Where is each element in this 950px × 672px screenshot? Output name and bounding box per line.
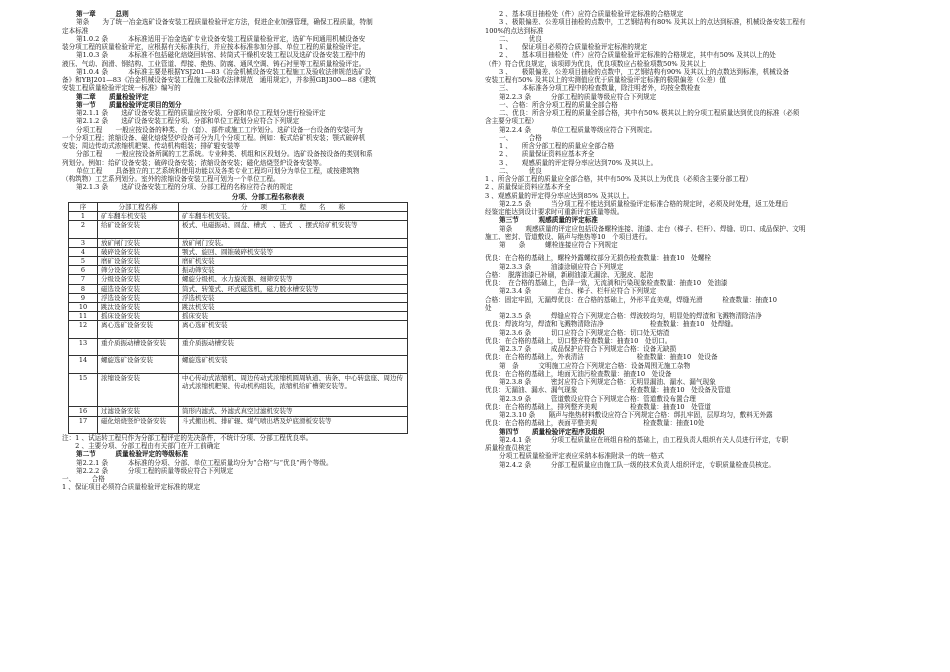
text-line: 1 、 所含分部工程的质量应全部合格 [499,142,615,150]
table-header-cell: 分部工程名称 [98,202,179,211]
text-line: 第 条 文明施工应符合下列规定合格：设备周围无施工杂物 [499,361,691,370]
table-cell: 颚式、旋回、圆锥破碎机安装等 [179,247,408,256]
table-cell: 6 [69,266,98,275]
text-line: 安装工程质量检验评定统一标准》编写的 [62,84,181,93]
right-column [485,10,890,469]
text-line: 第2.3.6 条 切口应符合下列规定合格：切口处无熔渣 [499,328,670,337]
text-line: （构筑物）工艺系列划分。室外的浓缩设备安装工程可划为一个单位工程。 [62,175,280,183]
text-line: 第2.3.5 条 焊缝应符合下列规定合格：焊波较均匀，明显处的焊渣和飞溅物清除洁净 [499,312,762,320]
text-line: 第条 为了统一冶金选矿设备安装工程质量检验评定方法，促进企业加强管理，确保工程质量，特制 [76,18,373,27]
text-line: 第2.2.1 条 本标准的分项、分部、单位工程质量均分为“合格”与“优良”两个等级。 [76,458,333,467]
text-line: 优良：在合格的基础上，螺栓外露螺纹部分无损伤检查数量：抽查10 处螺栓 [485,254,711,263]
text-line: 第2.4.1 条 分项工程质量应在班组自检的基础上，由工程负责人组织有关人员进行评定，专职 [499,435,789,444]
table-row [69,256,408,265]
text-line: 三、 本标准各分项工程中的检查数量，除注明者外，均按全数检查 [499,84,701,93]
project-name-table [68,202,408,434]
table-cell: 磁化焙烧竖炉设备安装 [98,416,179,433]
table-cell: 矿车翻车机安装 [98,211,179,220]
text-line: 优良：在合格的基础上，表面平整美观 检查数量：抽查10处 [485,419,705,428]
left-text-block-bottom [62,434,474,492]
text-line: 一、 合格 [499,133,542,142]
text-line: 安装工程有50% 及其以上的实测值应优于质量检验评定标准的极限偏差（公差）值 [485,76,726,84]
table-cell: 过滤设备安装 [98,407,179,416]
table-cell: 2 [69,221,98,238]
table-cell: 11 [69,312,98,321]
text-line: 第2.3.7 条 成品保护应符合下列规定合格：设备无缺损 [499,345,677,353]
table-cell: 板式、电磁振动、圆盘、槽式 、链式 、摆式给矿机安装等 [179,221,408,238]
table-row [69,247,408,256]
table-cell: 筒式、转笼式、环式磁选机，磁力脱水槽安装等 [179,284,408,293]
table-row [69,312,408,321]
table-cell: 振动筛安装 [179,266,408,275]
table-title: 分项、分部工程名称表表 [231,192,305,201]
table-row [69,293,408,302]
text-line: 第2.2.4 条 单位工程质量等级应符合下列规定。 [499,125,657,134]
table-cell: 矿车翻车机安装。 [179,211,408,220]
table-cell: 重介质振动槽设备安装 [98,338,179,355]
text-line: 一、 合格 [62,475,105,484]
text-line: 优良：无漏油、漏水、漏气现象 检查数量：抽查10 处设备及管道 [485,386,731,395]
left-text-block [62,10,474,192]
text-line: 第条 观感质量的评定应包括设备螺栓连接、油漆、走台（梯子、栏杆）、焊缝、切口、成品保护、文明 [499,224,806,233]
table-row [69,221,408,238]
table-cell: 1 [69,211,98,220]
table-cell: 浓缩设备安装 [98,373,179,407]
table-cell: 螺旋分级机、水力旋流器、细筛安装等 [179,275,408,284]
table-cell: 磨矿设备安装 [98,256,179,265]
text-line: 优良： 在合格的基础上，色泽一致，无流淌和污染现象检查数量：抽查10 处油漆 [485,279,728,287]
table-cell: 磁选设备安装 [98,284,179,293]
table-row [69,275,408,284]
text-line: 质量检查员核定 [485,444,532,452]
table-row [69,302,408,311]
table-header-row [69,202,408,211]
table-cell: 浮选设备安装 [98,293,179,302]
text-line: 1 、 保证项目必须符合质量检验评定标准的规定 [499,43,648,51]
text-line: 第2.2.2 条 分项工程的质量等级应符合下列规定 [76,466,234,475]
table-cell: 3 [69,238,98,247]
text-line: 1 、保证项目必须符合质量检验评定标准的规定 [62,483,201,492]
text-line: 2 、 基本项目抽检处（件）应符合质量检验评定标准的合格规定，其中有50% 及其以上的处 [499,51,776,60]
table-header-cell: 分 项 工 程 名 称 [179,202,408,211]
text-line: （件）符合优良规定，该项即为优良，优良项数应占检验项数50% 及其以上 [485,59,707,68]
table-cell: 13 [69,338,98,355]
table-cell: 4 [69,247,98,256]
text-line: 第1.0.2 条 本标准适用于冶金选矿专业设备安装工程质量检验评定，选矿车间通用机械设备安 [76,34,366,43]
text-line: 液压、气动、润滑、钢结构、工业管道、焊接、绝热、防腐、通风空调、铸石衬里等工程质量检验评定。 [62,59,366,68]
text-line: 优良：在合格的基础上，切口整齐检查数量：抽查10 处切口。 [485,336,672,345]
text-line: 处 [485,303,492,312]
text-line: 一、合格：所含分项工程的质量全部合格 [499,100,618,109]
table-cell: 12 [69,321,98,338]
text-line: 第2.2.5 条 当分项工程不能达到质量检验评定标准合格的规定时，必须及时处理，返工处理后 [499,199,789,208]
text-line: 第2.3.8 条 密封应符合下列规定合格：无明显漏油、漏水、漏气现象 [499,378,716,386]
table-row [69,407,408,416]
text-line: 第2.4.2 条 分部工程质量应由施工队一级的技术负责人组织评定，专职质量检查员核定。 [499,460,776,469]
text-line: 第2.3.10 条 隔声与绝热材料敷设应符合下列规定合格：绑扎牢固，层厚均匀，敷料无外露 [499,411,773,419]
table-row [69,284,408,293]
table-cell: 17 [69,416,98,433]
table-header-cell: 序 [69,202,98,211]
table-cell: 斗式搬出机、排矿辊、煤气喷出塔及炉底滑板安装等 [179,416,408,433]
text-line: 第三节 观感质量的评定标准 [499,216,598,225]
text-line: 第一节 质量检验评定项目的划分 [76,100,182,109]
text-line: 优良：在合格的基础上，排列整齐美观 检查数量：抽查10 处管道 [485,402,711,411]
text-line: 装分项工程的质量检验评定，应根据有关标准执行，并应按本标准参加分部、单位工程的质量检验评定。 [62,43,366,51]
text-line: 施工、密封、管道敷设、隔声与绝热等10 个项目进行。 [485,232,652,241]
table-cell: 筒形内滤式、外滤式真空过滤机安装等 [179,407,408,416]
table-cell: 14 [69,356,98,373]
text-line: 经鉴定能达到设计要求时可重新评定质量等级。 [485,208,624,216]
table-cell: 跳汰设备安装 [98,302,179,311]
text-line: 第2.3.9 条 管道敷设应符合下列规定合格：管道敷设布置合理 [499,394,696,403]
text-line: 定本标准 [62,26,89,35]
table-cell: 给矿设备安装 [98,221,179,238]
table-cell: 螺旋选矿机安装 [179,356,408,373]
text-line: 第二章 质量检验评定 [76,92,149,101]
table-cell: 离心选矿机安装 [179,321,408,338]
table-cell: 浮选机安装 [179,293,408,302]
text-line: 3 、 极限偏差、公差项目抽检的点数中，工艺钢结构有90% 及其以上的点数达到标准，机械设备 [499,67,790,76]
text-line: 合格： 脱落油漆已补刷，新刷油漆无漏涂、无脱皮、起泡 [485,270,654,279]
text-line: 第2.3.4 条 走台、梯子、栏杆应符合下列规定 [499,287,657,296]
text-line: 合格：固定牢固，无漏焊优良：在合格的基础上，外形平直美观，焊缝光滑 检查数量：抽查10 [485,295,777,304]
table-row [69,321,408,338]
table-row [69,416,408,433]
text-line: 第 条 螺栓连接应符合下列规定 [499,241,618,249]
text-line: 备》和YBJ201—83《冶金机械设备安装工程施工及验收法律规范 通用规定》，并参照GBJ300—88《建筑 [62,76,376,84]
text-line: 第2.2.3 条 分部工程的质量等级应符合下列规定 [499,92,657,101]
table-row [69,356,408,373]
text-line: 第2.1.1 条 选矿设备安装工程的质量应按分项、分部和单位工程划分进行检验评定 [76,109,326,117]
table-cell: 摇床设备安装 [98,312,179,321]
text-line: 列划分。例如：给矿设备安装；破碎设备安装；浓缩设备安装；磁化焙烧竖炉设备安装等。 [62,158,326,167]
table-cell: 跳汰机安装 [179,302,408,311]
text-line: 3 、 观感质量的评定得分率应达到70% 及其以上。 [499,158,658,167]
text-line: 第1.0.4 条 本标准主要是根据YSJ201—83《冶金机械设备安装工程施工及验收法律规范选矿设 [76,67,372,76]
text-line: 3 、极限偏差、公差项目抽检的点数中，工艺钢结构有80% 及其以上的点达到标准，机械设备安装工程有 [499,18,806,27]
text-line: 2 、基本项目抽检处（件）应符合质量检验评定标准的合格规定 [499,10,684,18]
text-line: 3 、观感质量的评定得分率应达到85% 及其以上。 [485,191,634,200]
table-cell: 螺旋选矿设备安装 [98,356,179,373]
text-line: 注：1 、试运转工程只作为分部工程评定的先决条件，不统计分项、分部工程优良率。 [62,433,313,442]
text-line: 分部工程 一般应按设备所属的工艺系统。专业种类、机组和区段划分。选矿设备按设备的类别和系 [76,150,373,159]
table-cell: 筛分设备安装 [98,266,179,275]
table-cell: 摇床安装 [179,312,408,321]
table-cell: 16 [69,407,98,416]
left-column [62,10,474,492]
table-row [69,373,408,407]
text-line: 2 、 质量保证资料应基本齐全 [499,150,595,159]
text-line: 优良：焊波均匀，焊渣和飞溅物清除洁净 检查数量：抽查10 处焊缝。 [485,320,738,329]
text-line: 优良：在合格的基础上，外表清洁 检查数量：抽查10 处设备 [485,353,718,362]
table-row [69,238,408,247]
text-line: 第二节 质量检验评定的等级标准 [76,450,189,459]
table-cell: 中心传动式浓缩机、周边传动式浓缩机圆周轨道、齿条、中心转盘座、周边传动式浓缩机耙架、传动机构组装，浓缩机给矿槽架安装等。 [179,373,408,407]
table-cell: 放矿闸门安装 [98,238,179,247]
text-line: 分项工程质量检验评定表应采纳本标准附录一的统一格式 [499,452,664,461]
table-cell: 8 [69,284,98,293]
text-line: 第1.0.3 条 本标准不包括磁化焙烧回转窑、转筒式干燥机安装工程以及选矿设备安装工程中的 [76,51,366,60]
table-cell: 重介质振动槽安装 [179,338,408,355]
table-cell: 离心选矿设备安装 [98,321,179,338]
text-line: 二、 优良 [499,166,542,175]
table-cell: 15 [69,373,98,407]
table-cell: 破碎设备安装 [98,247,179,256]
text-line: 1 、所含分部工程的质量应全部合格，其中有50% 及其以上为优良（必须含主要分部工程） [485,175,753,183]
text-line: 二、 优良 [499,34,542,43]
text-line: 2 、主要分项、分部工程由有关部门在开工前确定 [62,442,220,451]
table-row [69,338,408,355]
text-line: 二、优良：所含分项工程的质量全部合格，其中有50% 极其以上的分项工程质量达到优良的标准（必须 [499,109,800,117]
text-line: 安装；周边传动式浓缩机耙架、传动机构组装；排矿辊安装等 [62,142,241,150]
text-line: 第2.1.2 条 选矿设备安装工程分项、分部和单位工程划分应符合下列规定 [76,117,300,126]
text-line: 100%的点达到标准 [485,26,544,35]
table-cell: 分级设备安装 [98,275,179,284]
text-line: 一个分项工程；浓缩设备、磁化焙烧竖炉设备可分为几个分项工程。例如：板式给矿机安装；颚式破碎机 [62,133,366,142]
text-line: 第四节 质量检验评定程序及组织 [499,427,605,436]
table-row [69,266,408,275]
table-cell: 磨矿机安装 [179,256,408,265]
table-cell: 5 [69,256,98,265]
text-line: 分项工程 一般应按设备的种类、台（套）、部件或施工工序划分。选矿设备一台设备的安装可为 [76,125,363,134]
text-line: 优良：在合格的基础上，地面无油污检查数量：抽查10 处设备 [485,369,672,378]
table-cell: 放矿闸门安装。 [179,238,408,247]
text-line: 单位工程 具备独立的工艺系统和使用功能以及各类专业工程均可划分为单位工程，或按建筑物 [76,166,360,175]
table-cell: 9 [69,293,98,302]
table-cell: 7 [69,275,98,284]
text-line: 2 、质量保证资料应基本齐全 [485,183,571,192]
text-line: 第2.3.3 条 油漆涂刷应符合下列规定 [499,262,624,271]
table-row [69,211,408,220]
table-cell: 10 [69,302,98,311]
text-line: 第2.1.3 条 选矿设备安装工程的分项、分部工程的名称应符合表的规定 [76,183,293,192]
text-line: 第一章 总则 [76,10,129,18]
text-line: 含主要分项工程） [485,117,538,126]
